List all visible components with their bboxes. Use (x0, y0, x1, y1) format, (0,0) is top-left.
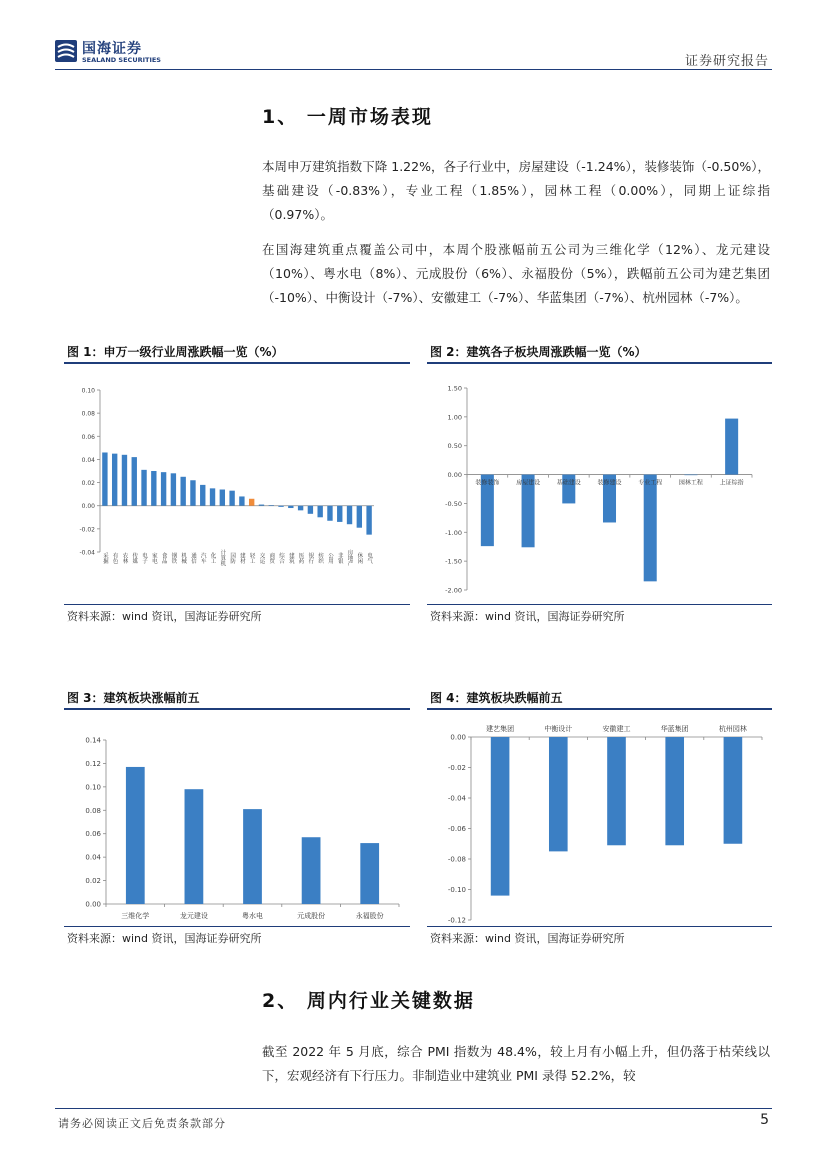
fig1-y-tick-label: -0.02 (79, 526, 95, 534)
fig2-x-tick-label: 基础建设 (556, 479, 581, 487)
fig3-top-rule (64, 708, 410, 710)
fig3-bar-1 (126, 767, 145, 904)
fig4-bar-5 (724, 737, 743, 844)
fig3-y-tick-label: 0.02 (85, 877, 101, 886)
fig1-x-tick-label: 综合 (278, 552, 285, 564)
fig3-title: 图 3：建筑板块涨幅前五 (67, 691, 200, 705)
fig1-x-tick-label: 休闲 (356, 552, 363, 564)
fig2-y-tick-label: -1.00 (445, 528, 462, 537)
fig2-y-tick-label: 1.00 (447, 413, 462, 422)
fig4-x-tick-label: 华蓝集团 (660, 725, 689, 733)
fig3-bar-3 (243, 809, 262, 904)
fig1-bar-27 (357, 506, 362, 528)
fig1-x-tick-label: 房地产 (346, 549, 353, 567)
footer-disclaimer: 请务必阅读正文后免责条款部分 (58, 1117, 226, 1130)
fig4-source: 资料来源：wind 资讯，国海证券研究所 (430, 932, 625, 945)
fig3-y-tick-label: 0.14 (85, 736, 101, 745)
fig4-y-tick-label: -0.06 (447, 825, 466, 833)
fig1-bar-14 (229, 491, 234, 506)
fig1-bar-17 (259, 505, 264, 506)
fig2-x-tick-label: 上证综指 (719, 479, 744, 487)
fig1-y-tick-label: 0.06 (81, 433, 95, 441)
fig1-x-tick-label: 采掘 (101, 552, 108, 564)
fig4-y-tick-label: -0.10 (447, 886, 466, 894)
fig1-bar-4 (132, 457, 137, 506)
fig3-y-tick-label: 0.12 (85, 759, 101, 768)
fig2-bar-5 (644, 475, 657, 582)
fig1-top-rule (64, 362, 410, 364)
fig1-bar-23 (317, 506, 322, 518)
fig2-bar-6 (684, 475, 697, 476)
fig2-y-tick-label: 0.00 (447, 471, 462, 480)
fig1-x-tick-label: 商贸 (268, 552, 275, 564)
fig1-bar-20 (288, 506, 293, 508)
fig1-bar-11 (200, 485, 205, 506)
fig4-bottom-rule (427, 926, 772, 927)
fig2-y-tick-label: 1.50 (447, 384, 462, 393)
fig1-y-tick-label: 0.08 (81, 410, 95, 418)
fig1-bar-22 (308, 506, 313, 514)
fig3-bar-2 (185, 789, 204, 904)
fig1-x-tick-label: 建筑 (287, 552, 294, 564)
fig1-bottom-rule (64, 604, 410, 605)
section1-heading: 1、 一周市场表现 (262, 106, 433, 128)
fig1-x-tick-label: 有色 (111, 552, 118, 564)
fig1-x-tick-label: 银行 (307, 552, 314, 564)
header-divider (55, 69, 772, 70)
fig1-bar-12 (210, 488, 215, 505)
fig1-x-tick-label: 食品 (160, 552, 167, 564)
fig4-bar-1 (491, 737, 510, 896)
fig1-bar-7 (161, 472, 166, 506)
fig3-y-tick-label: 0.00 (85, 900, 101, 909)
fig1-bar-15 (239, 496, 244, 505)
fig1-y-tick-label: 0.00 (81, 503, 95, 511)
fig2-bottom-rule (427, 604, 772, 605)
fig1-y-tick-label: 0.02 (81, 480, 95, 488)
fig3-x-tick-label: 龙元建设 (179, 912, 208, 920)
fig1-x-tick-label: 医药 (297, 552, 304, 564)
sealand-logo-icon (55, 40, 77, 62)
fig1-x-tick-label: 非银 (336, 552, 343, 564)
fig3-y-tick-label: 0.04 (85, 853, 101, 862)
fig1-y-tick-label: 0.10 (81, 387, 95, 395)
fig1-y-tick-label: -0.04 (79, 549, 95, 557)
fig1-x-tick-label: 计算机 (219, 549, 226, 567)
fig1-x-tick-label: 农林 (121, 552, 128, 564)
fig4-y-tick-label: -0.02 (447, 764, 466, 772)
page-number: 5 (760, 1112, 769, 1128)
fig4-x-tick-label: 杭州园林 (718, 725, 747, 733)
fig4-x-tick-label: 建艺集团 (486, 725, 515, 733)
fig4-title: 图 4：建筑板块跌幅前五 (430, 691, 563, 705)
fig4-bar-2 (549, 737, 568, 851)
fig3-source: 资料来源：wind 资讯，国海证券研究所 (67, 932, 262, 945)
fig2-source: 资料来源：wind 资讯，国海证券研究所 (430, 610, 625, 623)
section2-para1: 截至 2022 年 5 月底，综合 PMI 指数为 48.4%，较上月有小幅上升，但仍落于枯荣线以下，宏观经济有下行压力。非制造业中建筑业 PMI 录得 52.2%，较 (262, 1044, 770, 1083)
fig1-bar-24 (327, 506, 332, 521)
fig2-x-tick-label: 房屋建设 (516, 479, 541, 487)
fig1-x-tick-label: 通信 (189, 552, 196, 564)
logo-en-text: SEALAND SECURITIES (82, 56, 161, 64)
fig2-x-tick-label: 专业工程 (638, 479, 663, 487)
fig2-y-tick-label: -0.50 (445, 499, 462, 508)
fig1-bar-9 (180, 477, 185, 506)
fig1-y-tick-label: 0.04 (81, 456, 95, 464)
fig1-bar-28 (366, 506, 371, 535)
footer-divider (55, 1108, 772, 1109)
fig4-y-tick-label: -0.12 (447, 916, 466, 924)
fig1-bar-18 (269, 505, 274, 506)
fig1-bar-25 (337, 506, 342, 522)
fig1-x-tick-label: 家电 (150, 552, 157, 564)
fig3-y-tick-label: 0.06 (85, 830, 101, 839)
fig4-x-tick-label: 中衡设计 (544, 725, 573, 733)
fig2-bar-7 (725, 419, 738, 475)
fig2-chart (427, 366, 772, 602)
fig1-x-tick-label: 机械 (180, 552, 187, 564)
fig4-chart (427, 712, 772, 924)
sealand-logo (55, 38, 165, 66)
fig1-x-tick-label: 化工 (209, 552, 216, 564)
fig4-x-tick-label: 安徽建工 (602, 725, 631, 733)
section1-para2: 在国海建筑重点覆盖公司中，本周个股涨幅前五公司为三维化学（12%）、龙元建设（10%）、粤水电（8%）、元成股份（6%）、永福股份（5%），跌幅前五公司为建艺集团（-10%）、中衡设计（-7%）、安徽建工（-7%）、华蓝集团（-7%）、杭州园林（-7%）。 (262, 242, 770, 305)
fig1-bar-10 (190, 480, 195, 505)
fig1-bar-6 (151, 471, 156, 506)
fig1-bar-21 (298, 506, 303, 511)
section1-para1: 本周申万建筑指数下降 1.22%，各子行业中，房屋建设（-1.24%），装修装饰（-0.50%），基础建设（-0.83%），专业工程（1.85%），园林工程（0.00%），同期上证综指（0.97%）。 (262, 159, 770, 222)
fig1-x-tick-label: 汽车 (199, 552, 206, 564)
fig2-y-tick-label: -2.00 (445, 586, 462, 595)
fig1-x-tick-label: 电子 (141, 552, 148, 564)
fig1-bar-16 (249, 499, 254, 506)
fig1-x-tick-label: 建材 (238, 552, 245, 564)
fig1-bar-19 (278, 506, 283, 507)
fig4-y-tick-label: 0.00 (450, 733, 466, 742)
fig1-source: 资料来源：wind 资讯，国海证券研究所 (67, 610, 262, 623)
fig1-x-tick-label: 电气 (366, 552, 373, 564)
fig1-x-tick-label: 传媒 (131, 552, 138, 564)
fig3-y-tick-label: 0.08 (85, 806, 101, 815)
fig1-bar-2 (112, 454, 117, 506)
fig4-bar-3 (607, 737, 626, 845)
fig3-bottom-rule (64, 926, 410, 927)
fig3-bar-4 (302, 837, 321, 904)
fig2-title: 图 2：建筑各子板块周涨跌幅一览（%） (430, 345, 647, 359)
fig1-bar-1 (102, 452, 107, 505)
logo-cn-text: 国海证券 (82, 41, 142, 57)
fig3-x-tick-label: 三维化学 (121, 912, 150, 920)
fig1-x-tick-label: 公用 (326, 552, 333, 564)
fig4-y-tick-label: -0.04 (447, 794, 466, 803)
fig3-chart (64, 712, 410, 924)
fig1-x-tick-label: 轻工 (248, 552, 255, 564)
fig3-bar-5 (360, 843, 379, 904)
fig1-bar-26 (347, 506, 352, 525)
fig1-x-tick-label: 国防 (229, 552, 236, 564)
fig1-bar-13 (220, 490, 225, 506)
fig1-title: 图 1：申万一级行业周涨跌幅一览（%） (67, 345, 284, 359)
fig1-bar-8 (171, 473, 176, 505)
doc-type-label: 证券研究报告 (684, 54, 769, 69)
fig1-chart (64, 366, 410, 602)
fig1-bar-3 (122, 455, 127, 506)
fig2-y-tick-label: -1.50 (445, 557, 462, 566)
fig1-x-tick-label: 纺织 (317, 552, 324, 564)
fig4-y-tick-label: -0.08 (447, 855, 466, 864)
fig3-y-tick-label: 0.10 (85, 783, 101, 792)
fig2-x-tick-label: 装修装饰 (475, 479, 500, 487)
section2-heading: 2、 周内行业关键数据 (262, 990, 475, 1012)
fig4-bar-4 (665, 737, 684, 845)
fig2-top-rule (427, 362, 772, 364)
fig1-x-tick-label: 交运 (258, 552, 265, 564)
fig4-top-rule (427, 708, 772, 710)
fig3-x-tick-label: 元成股份 (297, 912, 326, 920)
fig1-x-tick-label: 钢铁 (170, 552, 177, 564)
fig2-x-tick-label: 装修建设 (597, 479, 622, 487)
fig2-y-tick-label: 0.50 (447, 442, 462, 451)
fig2-x-tick-label: 园林工程 (678, 479, 703, 487)
fig1-bar-5 (141, 470, 146, 506)
fig3-x-tick-label: 永福股份 (355, 912, 384, 920)
fig3-x-tick-label: 粤水电 (242, 912, 263, 920)
